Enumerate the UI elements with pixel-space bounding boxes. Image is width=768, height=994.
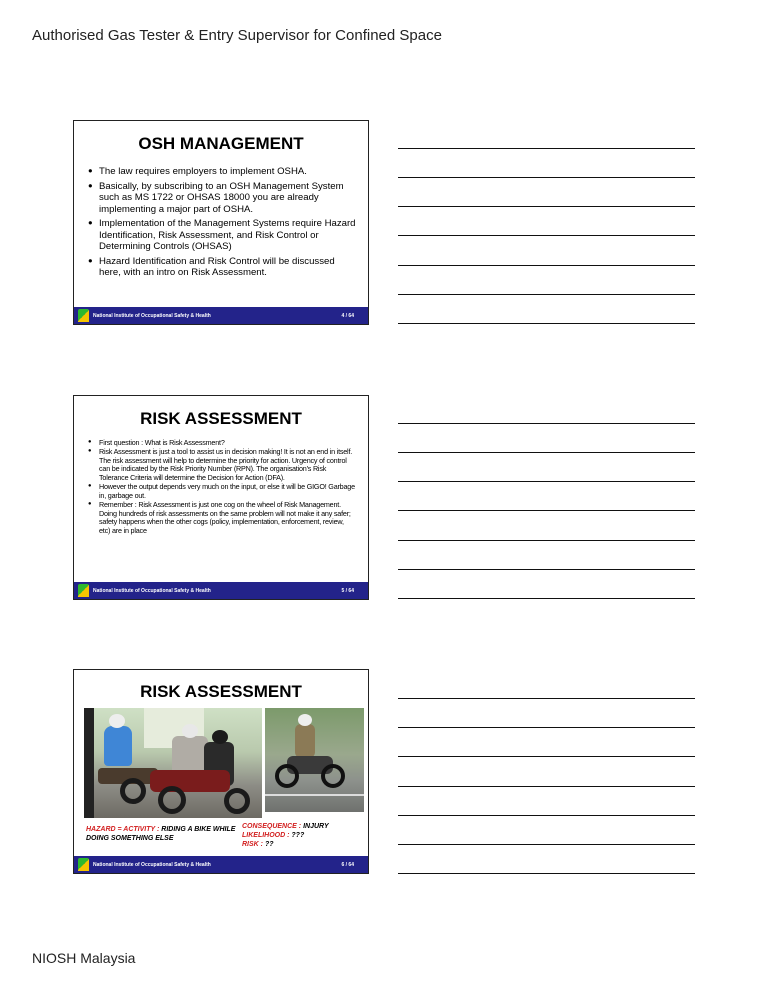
consequence-label: CONSEQUENCE :	[242, 823, 302, 830]
risk-caption	[242, 822, 362, 849]
footer-org-name: National Institute of Occupational Safety & Health	[93, 588, 211, 594]
slide-risk-assessment-example	[73, 669, 369, 874]
slide-osh-management	[73, 120, 369, 325]
slide-page-number: 4 / 64	[341, 313, 354, 319]
note-line	[398, 873, 695, 874]
slide-page-number: 6 / 64	[341, 862, 354, 868]
photo-group	[84, 708, 364, 818]
likelihood-value: ???	[291, 832, 305, 840]
note-line	[398, 815, 695, 816]
bullet-list	[88, 166, 356, 279]
bullet-list	[88, 439, 356, 535]
note-line	[398, 294, 695, 295]
motorcyclists-photo	[84, 708, 262, 818]
note-line	[398, 510, 695, 511]
slide-footer-bar	[74, 856, 368, 873]
page-header: Authorised Gas Tester & Entry Supervisor for Confined Space	[32, 27, 442, 44]
bullet-item: ● Remember : Risk Assessment is just one cog on the wheel of Risk Management. Doing hundreds of risk assessments on the same problem will not make it any safer; safety happens when the other cogs (policy, implementation, enforcement, review, etc) are in place	[88, 501, 356, 535]
bullet-item: ● Hazard Identification and Risk Control will be discussed here, with an intro on Risk Assessment.	[88, 256, 356, 279]
slide-title: OSH MANAGEMENT	[138, 134, 304, 153]
slide-title: RISK ASSESSMENT	[140, 409, 302, 428]
slide-page-number: 5 / 64	[341, 588, 354, 594]
note-line	[398, 727, 695, 728]
bullet-item: ● Risk Assessment is just a tool to assist us in decision making! It is not an end in itself. The risk assessment will help to determine the priority for action. Urgency of control can be indicated by the Risk Priority Number (RPN). The organisation's Risk Tolerance Criteria will determine the Decision for Action (DFA).	[88, 448, 356, 482]
slide-footer-bar	[74, 307, 368, 324]
note-line	[398, 598, 695, 599]
note-line	[398, 423, 695, 424]
note-line	[398, 148, 695, 149]
risk-value: ??	[264, 841, 274, 849]
slide-risk-assessment-definition	[73, 395, 369, 600]
slide-title: RISK ASSESSMENT	[140, 682, 302, 701]
bullet-item: ● Implementation of the Management Systems require Hazard Identification, Risk Assessment, and Risk Control or Determining Controls (OHSAS)	[88, 218, 356, 253]
risk-label: RISK :	[242, 841, 263, 849]
bullet-item: ● First question : What is Risk Assessment?	[88, 439, 356, 447]
note-line	[398, 452, 695, 453]
note-line	[398, 481, 695, 482]
hazard-text: RIDING A BIKE WHILE DOING SOMETHING ELSE	[86, 826, 236, 843]
niosh-logo-icon	[78, 858, 89, 871]
footer-org-name: National Institute of Occupational Safety & Health	[93, 862, 211, 868]
bullet-item: ● The law requires employers to implement OSHA.	[88, 166, 356, 178]
note-line	[398, 844, 695, 845]
niosh-logo-icon	[78, 309, 89, 322]
note-line	[398, 206, 695, 207]
hazard-caption	[86, 825, 236, 843]
footer-org-name: National Institute of Occupational Safety & Health	[93, 313, 211, 319]
consequence-value: INJURY	[303, 823, 329, 830]
hazard-label: HAZARD = ACTIVITY :	[86, 826, 160, 833]
police-rider-photo	[265, 708, 364, 812]
likelihood-label: LIKELIHOOD :	[242, 832, 290, 840]
note-line	[398, 786, 695, 787]
note-line	[398, 698, 695, 699]
note-line	[398, 323, 695, 324]
slide-footer-bar	[74, 582, 368, 599]
bullet-item: ● Basically, by subscribing to an OSH Management System such as MS 1722 or OHSAS 18000 you are already implementing a major part of OSHA.	[88, 181, 356, 216]
note-line	[398, 540, 695, 541]
note-line	[398, 756, 695, 757]
note-line	[398, 569, 695, 570]
note-line	[398, 235, 695, 236]
note-line	[398, 265, 695, 266]
page-footer: NIOSH Malaysia	[32, 950, 136, 966]
bullet-item: ● However the output depends very much on the input, or else it will be GIGO! Garbage in, garbage out.	[88, 483, 356, 500]
niosh-logo-icon	[78, 584, 89, 597]
note-line	[398, 177, 695, 178]
